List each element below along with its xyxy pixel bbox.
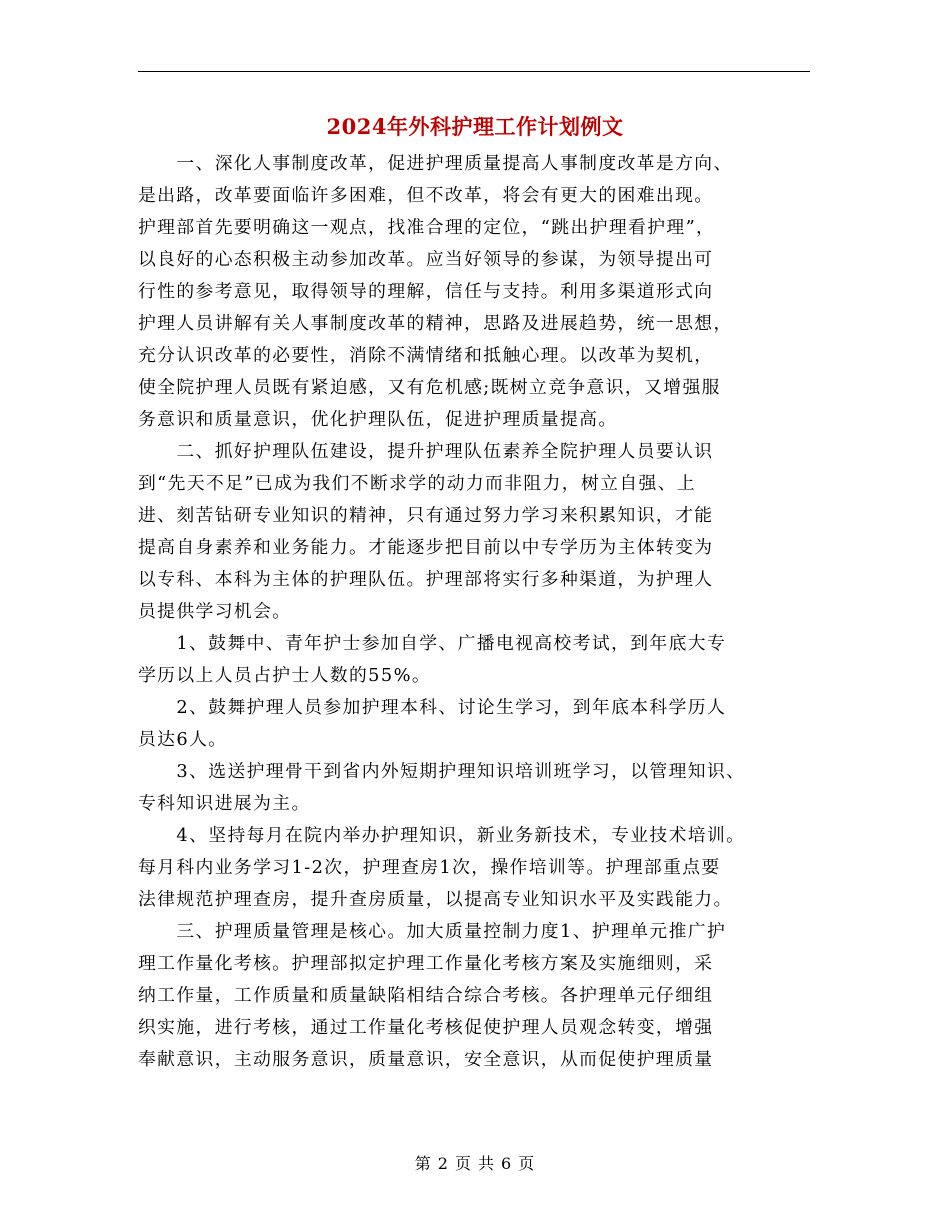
text-line: 一、深化人事制度改革，促进护理质量提高人事制度改革是方向、 <box>138 153 733 174</box>
document-title: 2024年外科护理工作计划例文 <box>326 114 624 139</box>
page-footer <box>0 1152 950 1176</box>
text-line: 到“先天不足”已成为我们不断求学的动力而非阻力，树立自强、上 <box>138 473 697 494</box>
text-line: 护理部首先要明确这一观点，找准合理的定位，“跳出护理看护理”， <box>138 217 716 238</box>
document-body <box>138 148 810 1076</box>
text-line: 以专科、本科为主体的护理队伍。护理部将实行多种渠道，为护理人 <box>138 569 714 590</box>
total-pages-number: 6 <box>501 1154 513 1173</box>
text-line: 纳工作量，工作质量和质量缺陷相结合综合考核。各护理单元仔细组 <box>138 985 714 1006</box>
text-line: 护理人员讲解有关人事制度改革的精神，思路及进展趋势，统一思想， <box>138 313 733 334</box>
text-line: 学历以上人员占护士人数的55%。 <box>138 665 432 686</box>
text-line: 法律规范护理查房，提升查房质量，以提高专业知识水平及实践能力。 <box>138 889 733 910</box>
text-line: 以良好的心态积极主动参加改革。应当好领导的参谋，为领导提出可 <box>138 249 714 270</box>
text-line: 织实施，进行考核，通过工作量化考核促使护理人员观念转变，增强 <box>138 1017 714 1038</box>
text-line: 充分认识改革的必要性，消除不满情绪和抵触心理。以改革为契机， <box>138 345 714 366</box>
header-rule <box>138 71 810 72</box>
text-line: 3、选送护理骨干到省内外短期护理知识培训班学习，以管理知识、 <box>138 761 746 782</box>
text-line: 进、刻苦钻研专业知识的精神，只有通过努力学习来积累知识，才能 <box>138 505 714 526</box>
current-page-number: 2 <box>437 1154 449 1173</box>
text-line: 是出路，改革要面临许多困难，但不改革，将会有更大的困难出现。 <box>138 185 714 206</box>
text-line: 4、坚持每月在院内举办护理知识，新业务新技术，专业技术培训。 <box>138 825 746 846</box>
text-line: 每月科内业务学习1-2次，护理查房1次，操作培训等。护理部重点要 <box>138 857 721 878</box>
text-line: 奉献意识，主动服务意识，质量意识，安全意识，从而促使护理质量 <box>138 1049 714 1070</box>
text-line: 员达6人。 <box>138 729 228 750</box>
page-label-prefix: 第 <box>414 1154 432 1173</box>
text-line: 提高自身素养和业务能力。才能逐步把目前以中专学历为主体转变为 <box>138 537 714 558</box>
page-label-suffix: 页 <box>518 1154 536 1173</box>
text-line: 行性的参考意见，取得领导的理解，信任与支持。利用多渠道形式向 <box>138 281 714 302</box>
page-label-mid: 页 <box>454 1154 472 1173</box>
total-label: 共 <box>478 1154 496 1173</box>
text-line: 三、护理质量管理是核心。加大质量控制力度1、护理单元推广护 <box>138 921 727 942</box>
text-line: 二、抓好护理队伍建设，提升护理队伍素养全院护理人员要认识 <box>138 441 714 462</box>
text-line: 员提供学习机会。 <box>138 601 292 622</box>
text-line: 2、鼓舞护理人员参加护理本科、讨论生学习，到年底本科学历人 <box>138 697 727 718</box>
text-line: 1、鼓舞中、青年护士参加自学、广播电视高校考试，到年底大专 <box>138 633 727 654</box>
text-line: 务意识和质量意识，优化护理队伍，促进护理质量提高。 <box>138 409 618 430</box>
text-line: 使全院护理人员既有紧迫感，又有危机感;既树立竞争意识，又增强服 <box>138 377 721 398</box>
text-line: 理工作量化考核。护理部拟定护理工作量化考核方案及实施细则，采 <box>138 953 714 974</box>
text-line: 专科知识进展为主。 <box>138 793 311 814</box>
